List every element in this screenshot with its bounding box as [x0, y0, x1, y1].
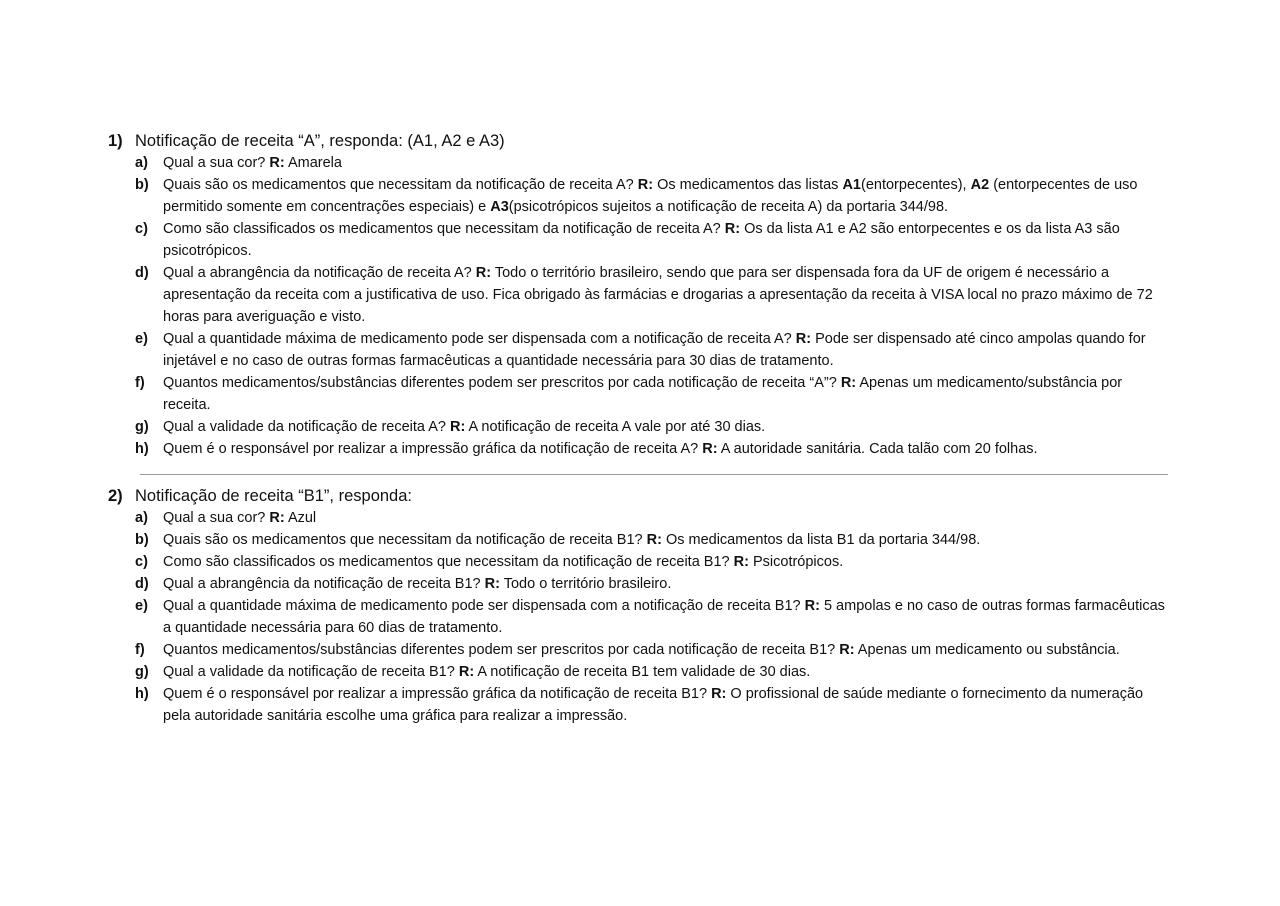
answer-text: Psicotrópicos.	[748, 554, 844, 570]
sub-question-c	[108, 218, 1173, 262]
question-heading	[108, 130, 1173, 152]
question-number: 1)	[108, 132, 123, 150]
sub-question-d	[108, 573, 1173, 595]
sub-question-a	[108, 152, 1173, 174]
sub-question-g	[108, 661, 1173, 683]
answer-text: A notificação de receita B1 tem validade de 30 dias.	[474, 664, 811, 680]
question-text: Qual a sua cor?	[163, 155, 270, 171]
answer-text: Os medicamentos das listas	[653, 177, 843, 193]
item-letter: b)	[135, 177, 149, 193]
question-text: Qual a quantidade máxima de medicamento pode ser dispensada com a notificação de receita A?	[163, 331, 796, 347]
answer-marker: R:	[269, 510, 285, 526]
answer-marker: R:	[711, 686, 727, 702]
item-text	[163, 551, 1173, 573]
question-text: Como são classificados os medicamentos que necessitam da notificação de receita B1?	[163, 554, 734, 570]
answer-text: Todo o território brasileiro.	[499, 576, 672, 592]
question-text: Qual a abrangência da notificação de receita B1?	[163, 576, 485, 592]
answer-text: (entorpecentes),	[861, 177, 971, 193]
sub-question-h	[108, 683, 1173, 727]
item-text	[163, 438, 1173, 460]
item-text	[163, 262, 1173, 328]
answer-marker: R:	[646, 532, 662, 548]
sub-question-f	[108, 372, 1173, 416]
sub-question-g	[108, 416, 1173, 438]
answer-text: Azul	[284, 510, 317, 526]
question-text: Quais são os medicamentos que necessitam da notificação de receita A?	[163, 177, 638, 193]
answer-text: Apenas um medicamento/substância por receita.	[163, 375, 1123, 413]
sub-question-c	[108, 551, 1173, 573]
question-heading	[108, 485, 1173, 507]
answer-text: O profissional de saúde mediante o fornecimento da numeração pela autoridade sanitária escolhe uma gráfica para realizar a impressão.	[163, 686, 1144, 724]
item-letter: c)	[135, 221, 148, 237]
item-letter: h)	[135, 686, 149, 702]
question-title: Notificação de receita “B1”, responda:	[135, 487, 412, 505]
item-text	[163, 416, 1173, 438]
list-code-a1: A1	[842, 177, 861, 193]
item-text	[163, 372, 1173, 416]
answer-marker: R:	[637, 177, 654, 193]
answer-text: A autoridade sanitária. Cada talão com 20 folhas.	[717, 441, 1038, 457]
answer-marker: R:	[702, 441, 718, 457]
answer-text: 5 ampolas e no caso de outras formas farmacêuticas a quantidade necessária para 60 dias de tratamento.	[163, 598, 1165, 636]
item-letter: d)	[135, 576, 149, 592]
question-text: Quantos medicamentos/substâncias diferentes podem ser prescritos por cada notificação de receita “A”?	[163, 375, 841, 391]
answer-text: Apenas um medicamento ou substância.	[854, 642, 1120, 658]
item-letter: h)	[135, 441, 149, 457]
answer-marker: R:	[840, 375, 857, 391]
answer-marker: R:	[795, 331, 812, 347]
answer-text: Os da lista A1 e A2 são entorpecentes e os da lista A3 são psicotrópicos.	[163, 221, 1120, 259]
item-letter: g)	[135, 664, 149, 680]
item-letter: g)	[135, 419, 149, 435]
answer-text: Amarela	[284, 155, 342, 171]
question-text: Qual a validade da notificação de receita A?	[163, 419, 450, 435]
item-letter: a)	[135, 510, 148, 526]
question-section-1	[108, 130, 1173, 460]
sub-question-a	[108, 507, 1173, 529]
item-letter: f)	[135, 642, 145, 658]
item-text	[163, 595, 1173, 639]
question-section-2	[108, 485, 1173, 727]
sub-question-e	[108, 328, 1173, 372]
question-title: Notificação de receita “A”, responda: (A1, A2 e A3)	[135, 132, 505, 150]
answer-text: (entorpecentes de uso permitido somente em concentrações especiais) e	[163, 177, 1138, 215]
item-letter: d)	[135, 265, 149, 281]
list-code-a2: A2	[970, 177, 990, 193]
item-text	[163, 328, 1173, 372]
item-letter: c)	[135, 554, 148, 570]
answer-marker: R:	[458, 664, 475, 680]
item-text	[163, 573, 1173, 595]
answer-marker: R:	[804, 598, 820, 614]
answer-text: Todo o território brasileiro, sendo que para ser dispensada fora da UF de origem é necessário a apresentação da receita com a justificativa de uso. Fica obrigado às farmácias e drogarias a apresentação da receita à VISA local no prazo máximo de 72 horas para averiguação e visto.	[163, 265, 1153, 325]
sub-question-list	[108, 152, 1173, 460]
sub-question-h	[108, 438, 1173, 460]
question-text: Qual a quantidade máxima de medicamento pode ser dispensada com a notificação de receita B1?	[163, 598, 805, 614]
answer-marker: R:	[484, 576, 500, 592]
question-number: 2)	[108, 487, 123, 505]
sub-question-e	[108, 595, 1173, 639]
sub-question-f	[108, 639, 1173, 661]
item-letter: f)	[135, 375, 145, 391]
item-text	[163, 152, 1173, 174]
question-text: Quem é o responsável por realizar a impressão gráfica da notificação de receita B1?	[163, 686, 712, 702]
question-text: Quais são os medicamentos que necessitam da notificação de receita B1?	[163, 532, 647, 548]
item-text	[163, 529, 1173, 551]
question-text: Qual a abrangência da notificação de receita A?	[163, 265, 476, 281]
answer-text: Os medicamentos da lista B1 da portaria 344/98.	[661, 532, 981, 548]
answer-marker: R:	[733, 554, 749, 570]
item-text	[163, 218, 1173, 262]
sub-question-list	[108, 507, 1173, 727]
answer-marker: R:	[269, 155, 285, 171]
sub-question-b	[108, 174, 1173, 218]
question-text: Como são classificados os medicamentos que necessitam da notificação de receita A?	[163, 221, 725, 237]
answer-marker: R:	[724, 221, 741, 237]
answer-marker: R:	[839, 642, 855, 658]
item-text	[163, 174, 1173, 218]
question-text: Quantos medicamentos/substâncias diferentes podem ser prescritos por cada notificação de receita B1?	[163, 642, 840, 658]
answer-marker: R:	[449, 419, 466, 435]
question-text: Qual a sua cor?	[163, 510, 270, 526]
section-divider	[140, 474, 1168, 475]
question-text: Quem é o responsável por realizar a impressão gráfica da notificação de receita A?	[163, 441, 703, 457]
sub-question-b	[108, 529, 1173, 551]
question-text: Qual a validade da notificação de receita B1?	[163, 664, 459, 680]
item-text	[163, 639, 1173, 661]
answer-marker: R:	[475, 265, 492, 281]
item-text	[163, 661, 1173, 683]
sub-question-d	[108, 262, 1173, 328]
item-text	[163, 683, 1173, 727]
item-text	[163, 507, 1173, 529]
answer-text: A notificação de receita A vale por até 30 dias.	[465, 419, 766, 435]
item-letter: e)	[135, 598, 148, 614]
list-code-a3: A3	[490, 199, 509, 215]
item-letter: a)	[135, 155, 148, 171]
answer-text: (psicotrópicos sujeitos a notificação de receita A) da portaria 344/98.	[508, 199, 949, 215]
answer-text: Pode ser dispensado até cinco ampolas quando for injetável e no caso de outras formas farmacêuticas a quantidade necessária para 30 dias de tratamento.	[163, 331, 1146, 369]
item-letter: e)	[135, 331, 148, 347]
item-letter: b)	[135, 532, 149, 548]
